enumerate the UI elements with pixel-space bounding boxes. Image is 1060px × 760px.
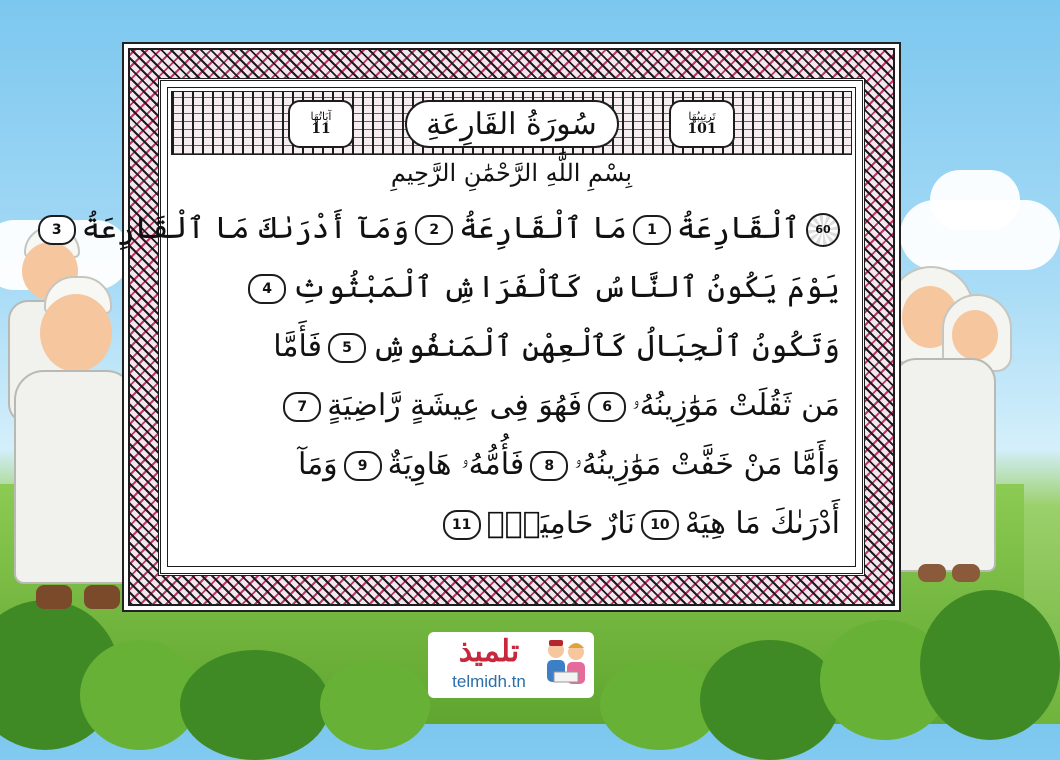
mother-and-daughter-illustration (880, 260, 1024, 590)
verse-line (183, 376, 840, 435)
verse-text: وَمَآ أَدْرَىٰكَ مَا ٱلْقَارِعَةُ (81, 211, 410, 246)
verse-number: 4 (248, 274, 286, 304)
verse-number: 2 (415, 215, 453, 245)
cloud (930, 170, 1020, 230)
verse-text: وَمَآ (297, 447, 338, 482)
verse-line (183, 258, 840, 317)
logo-arabic-text: تلميذ (458, 634, 520, 669)
verse-text: أَدْرَىٰكَ مَا هِيَهْ (684, 506, 840, 541)
surah-page (51, 44, 899, 610)
surah-content (51, 78, 865, 576)
telmidh-logo (428, 632, 594, 698)
verse-line (183, 494, 840, 553)
logo-latin-text: telmidh.tn (452, 672, 526, 691)
verse-number: 3 (38, 215, 76, 245)
verse-text: فَأُمُّهُۥ هَاوِيَةٌ (387, 447, 525, 482)
verse-text: فَهُوَ فِى عِيشَةٍ رَّاضِيَةٍ (327, 388, 583, 423)
verse-text: وَأَمَّا مَنْ خَفَّتْ مَوَٰزِينُهُۥ (574, 447, 840, 482)
verse-line (51, 199, 840, 258)
verse-count-label: آيَاتُهَا (310, 109, 332, 123)
basmala: بِسْمِ اللَّهِ الرَّحْمَٰنِ الرَّحِيمِ (390, 159, 633, 187)
kids-reading-icon (544, 638, 588, 692)
verse-number: 1 (633, 215, 671, 245)
verse-line (183, 435, 840, 494)
verse-count-medallion (288, 100, 354, 148)
surah-order-number: 101 (687, 121, 717, 138)
verse-text: نَارٌ حَامِيَةٌۢ (486, 506, 635, 541)
bush (320, 660, 430, 750)
bush (180, 650, 330, 760)
verse-number: 8 (530, 451, 568, 481)
verse-number: 9 (344, 451, 382, 481)
verse-number: 11 (443, 510, 481, 540)
bush (700, 640, 840, 760)
surah-title: سُورَةُ القَارِعَةِ (405, 100, 619, 148)
surah-header (171, 91, 852, 155)
surah-order-label: تَرتِيبُهَا (688, 109, 716, 123)
verse-line (183, 317, 840, 376)
verse-text: فَأَمَّا (273, 329, 322, 364)
verse-number: 6 (588, 392, 626, 422)
verses-block (51, 199, 840, 553)
verse-text: ٱلْقَارِعَةُ (676, 211, 800, 246)
verse-text: مَا ٱلْقَارِعَةُ (459, 211, 627, 246)
bush (920, 590, 1060, 740)
verse-count-number: 11 (311, 121, 331, 138)
verse-text: يَوْمَ يَكُونُ ٱلنَّاسُ كَٱلْفَرَاشِ ٱلْمَبْثُوثِ (292, 270, 840, 305)
verse-text: مَن ثَقُلَتْ مَوَٰزِينُهُۥ (632, 388, 840, 423)
verse-text: وَتَكُونُ ٱلْجِبَالُ كَٱلْعِهْنِ ٱلْمَنفُوشِ (371, 329, 840, 364)
surah-order-medallion (669, 100, 735, 148)
verse-number: 5 (328, 333, 366, 363)
verse-number: 7 (283, 392, 321, 422)
verse-number: 10 (641, 510, 679, 540)
hizb-marker-icon: 60 (806, 213, 840, 247)
